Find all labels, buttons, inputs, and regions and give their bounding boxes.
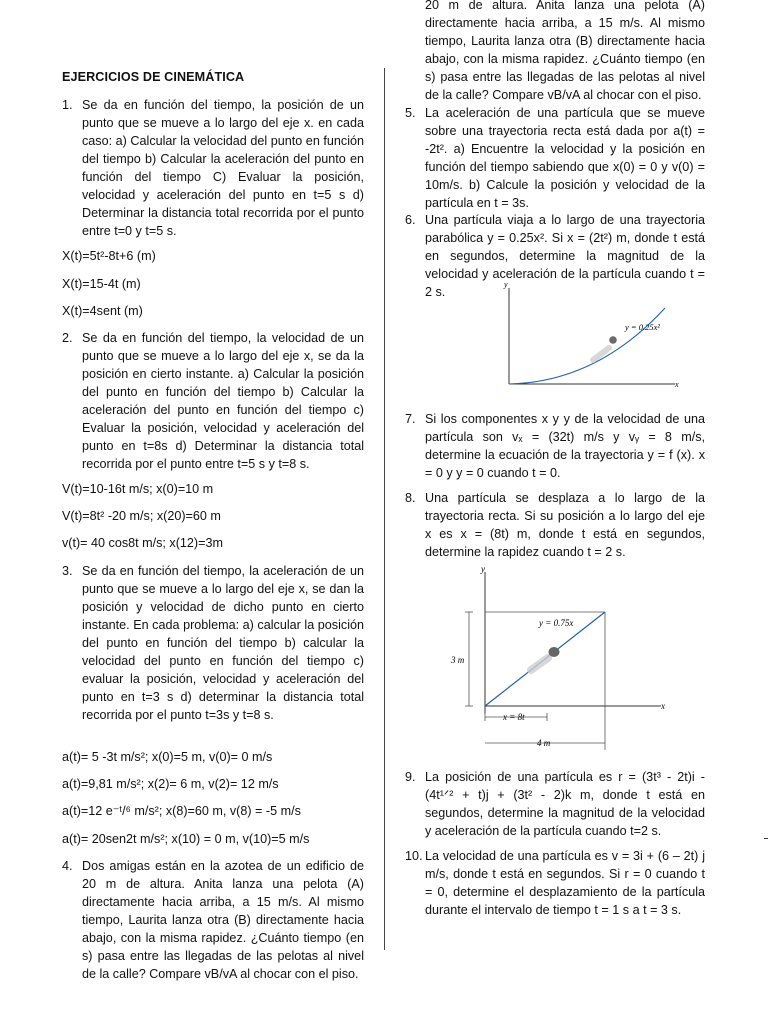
exercise-number: 10.: [405, 849, 423, 863]
exercise-text: La aceleración de una partícula que se mueve sobre una trayectoria recta está dada por a(t) = -2t². a) Encuentre la velocidad y la posición en función del tiempo sabiendo que x(0) = 0 y v(0) = 10m/s. b) Calcule la posición y velocidad de la partícula en t = 3s.: [425, 106, 705, 210]
x-dimension-label: x = 8t: [503, 712, 525, 722]
exercise-number: 3.: [62, 564, 73, 578]
exercise-text: La posición de una partícula es r = (3t³ - 2t)i - (4t¹ᐟ² + t)j + (3t² - 2)k m, donde t está en segundos, determine la magnitud de la velocidad y aceleración de la partícula cuando t=2 s.: [425, 770, 705, 838]
exercise-text: Se da en función del tiempo, la posición de un punto que se mueve a lo largo del eje x. en cada caso: a) Calcular la velocidad del punto en función del tiempo b) Calcular la aceleración del punto en función del tiempo C) Evaluar la posición, velocidad y aceleración del punto en t=5 s d) Determinar la distancia total recorrida por el punto entre t=0 y t=5 s.: [82, 98, 364, 238]
exercise-text: Una partícula viaja a lo largo de una trayectoria parabólica y = 0.25x². Si x = (2t²) m, donde t está en segundos, determine la magnitud de la velocidad y aceleración de la partícula cuando t = 2 s.: [425, 213, 705, 299]
exercise-number: 7.: [405, 412, 416, 426]
exercise-5: [405, 104, 705, 212]
equation: a(t)= 5 -3t m/s²; x(0)=5 m, v(0)= 0 m/s: [62, 750, 273, 764]
exercise-10: [405, 847, 705, 919]
exercise-number: 6.: [405, 213, 416, 227]
particle: [549, 647, 560, 657]
particle: [609, 336, 617, 344]
x-axis-label: x: [661, 701, 665, 711]
exercise-text: 20 m de altura. Anita lanza una pelota (A) directamente hacia arriba, a 15 m/s. Al mismo tiempo, Laurita lanza otra (B) directamente hacia abajo, con la misma rapidez. ¿Cuánto tiempo (en s) pasa entre las llegadas de las pelotas al nivel de la calle? Compare vB/vA al chocar con el piso.: [425, 0, 705, 102]
exercise-number: 1.: [62, 98, 73, 112]
line-figure: [451, 564, 675, 761]
y-axis-label: y: [481, 564, 485, 574]
equation: a(t)=9,81 m/s²; x(2)= 6 m, v(2)= 12 m/s: [62, 777, 279, 791]
exercise-4: [62, 857, 364, 981]
equation: v(t)= 40 cos8t m/s; x(12)=3m: [62, 536, 223, 550]
margin-mark: [764, 838, 768, 839]
equation: X(t)=5t²-8t+6 (m): [62, 249, 156, 263]
motion-blur: [531, 658, 548, 670]
exercise-2: [62, 329, 364, 473]
exercise-8: [405, 489, 705, 561]
parabola-curve: [509, 308, 665, 384]
exercise-number: 9.: [405, 770, 416, 784]
exercise-9: [405, 768, 705, 840]
exercise-text: Una partícula se desplaza a lo largo de la trayectoria recta. Si su posición a lo largo del eje x es x = (8t) m, donde t está en segundos, determine la rapidez cuando t = 2 s.: [425, 491, 705, 559]
exercise-text: Se da en función del tiempo, la velocidad de un punto que se mueve a lo largo del eje x, se da la posición en cierto instante. a) Calcular la posición del punto en función del tiempo b) Calcular la aceleración del punto en función del tiempo c) Evaluar la posición, velocidad y aceleración del punto en t=8s d) Determinar la distancia total recorrida por el punto entre t=5 s y t=8 s.: [82, 331, 364, 471]
curve-label: y = 0.25x²: [625, 322, 660, 332]
parabola-figure: [497, 278, 687, 395]
exercise-text: Si los componentes x y y de la velocidad de una partícula son vₓ = (32t) m/s y vᵧ = 8 m/s, determine la ecuación de la trayectoria y = f (x). x = 0 y y = 0 cuando t = 0.: [425, 412, 705, 480]
width-label: 4 m: [537, 738, 551, 748]
x-axis-label: x: [675, 380, 679, 389]
equation: X(t)=15-4t (m): [62, 277, 141, 291]
exercise-text: Se da en función del tiempo, la aceleración de un punto que se mueve a lo largo del eje x, se dan la posición y velocidad de dicho punto en cierto instante. En cada problema: a) calcular la posición del punto en función del tiempo b) calcular la velocidad del punto en función del tiempo c) evaluar la posición, velocidad y aceleración del punto en t=3 s d) determinar la distancia total recorrida por el punto t=3s y t=8 s.: [82, 564, 364, 722]
equation: V(t)=10-16t m/s; x(0)=10 m: [62, 482, 214, 496]
y-axis-label: y: [504, 280, 508, 289]
exercise-1: [62, 96, 364, 240]
line-label: y = 0.75x: [539, 618, 574, 628]
exercise-text: Dos amigas están en la azotea de un edificio de 20 m de altura. Anita lanza una pelota (A) directamente hacia arriba, a 15 m/s. Al mismo tiempo, Laurita lanza otra (B) directamente hacia abajo, con la misma rapidez. ¿Cuánto tiempo (en s) pasa entre las llegadas de las pelotas al nivel de la calle? Compare vB/vA al chocar con el piso.: [82, 859, 364, 981]
exercise-number: 2.: [62, 331, 73, 345]
height-label: 3 m: [451, 655, 465, 665]
exercise-3: [62, 562, 364, 724]
exercise-number: 4.: [62, 859, 73, 873]
exercise-number: 8.: [405, 491, 416, 505]
equation: a(t)=12 e⁻ᵗ/⁶ m/s²; x(8)=60 m, v(8) = -5 m/s: [62, 804, 301, 818]
equation: X(t)=4sent (m): [62, 304, 143, 318]
equation: a(t)= 20sen2t m/s²; x(10) = 0 m, v(10)=5 m/s: [62, 832, 310, 846]
motion-blur: [593, 348, 609, 360]
page-title: EJERCICIOS DE CINEMÁTICA: [62, 70, 245, 84]
exercise-number: 5.: [405, 106, 416, 120]
exercise-7: [405, 410, 705, 482]
exercise-4-continued: [405, 0, 705, 104]
equation: V(t)=8t² -20 m/s; x(20)=60 m: [62, 509, 221, 523]
column-divider: [384, 68, 385, 950]
exercise-text: La velocidad de una partícula es v = 3i + (6 – 2t) j m/s, donde t está en segundos. Si r = 0 cuando t = 0, determine el desplazamiento de la partícula durante el intervalo de tiempo t = 1 s a t = 3 s.: [425, 849, 705, 917]
